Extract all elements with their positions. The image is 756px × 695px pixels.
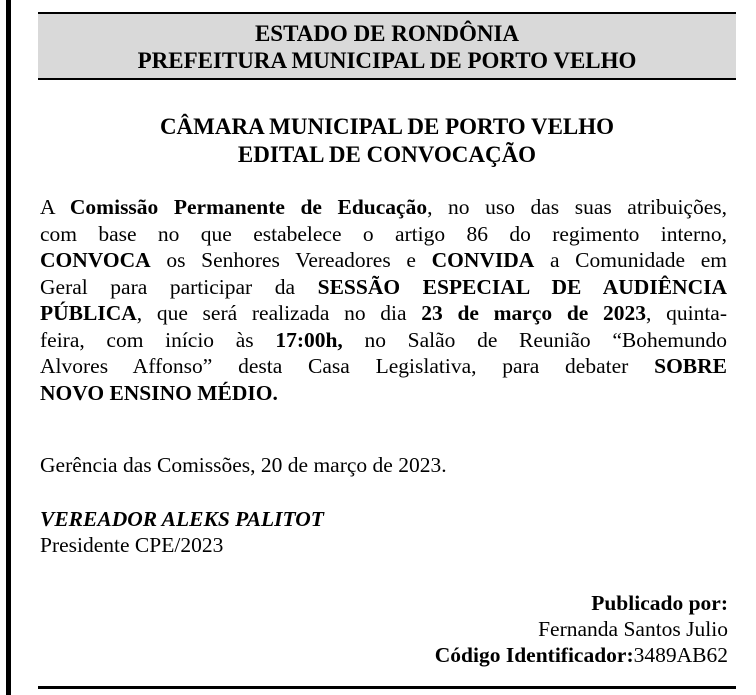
identifier-code-label: Código Identificador:: [434, 643, 634, 667]
session-title: SESSÃO ESPECIAL DE AUDIÊNCIA: [317, 274, 727, 299]
bottom-divider: [38, 686, 736, 689]
body-line-4: Geral para participar da SESSÃO ESPECIAL DE AUDIÊNCIA: [40, 274, 727, 299]
left-border-rule: [6, 0, 11, 695]
body-line-1: A Comissão Permanente de Educação, no uso das suas atribuições,: [40, 195, 727, 219]
body-line-3: CONVOCA os Senhores Vereadores e CONVIDA a Comunidade em: [40, 248, 727, 272]
body-line-6: feira, com início às 17:00h, no Salão de Reunião “Bohemundo: [40, 327, 727, 352]
session-date: 23 de março de 2023: [421, 301, 647, 325]
publication-block: [268, 590, 728, 668]
published-by-label: Publicado por:: [591, 591, 728, 615]
header-band: [38, 12, 736, 80]
state-name: ESTADO DE RONDÔNIA: [254, 21, 520, 46]
session-topic: NOVO ENSINO MÉDIO.: [40, 380, 278, 405]
commission-name: Comissão Permanente de Educação: [69, 195, 428, 219]
date-location-line: Gerência das Comissões, 20 de março de 2023.: [40, 453, 447, 477]
body-line-7: Alvores Affonso” desta Casa Legislativa, para debater SOBRE: [40, 354, 727, 378]
document-titles: [38, 113, 736, 169]
body-line-8: [40, 380, 727, 407]
session-time: 17:00h,: [275, 327, 343, 352]
body-line-2: com base no que estabelece o artigo 86 do regimento interno,: [40, 221, 727, 246]
chamber-title: CÂMARA MUNICIPAL DE PORTO VELHO: [159, 114, 615, 139]
signatory-name: VEREADOR ALEKS PALITOT: [40, 507, 324, 531]
document-type-title: EDITAL DE CONVOCAÇÃO: [237, 142, 537, 167]
identifier-code-value: 3489AB62: [633, 643, 728, 667]
identifier-code-line: [268, 642, 728, 668]
prefecture-name: PREFEITURA MUNICIPAL DE PORTO VELHO: [137, 48, 637, 73]
publisher-name: Fernanda Santos Julio: [538, 617, 728, 641]
convocation-body: [40, 194, 727, 406]
body-line-5: PÚBLICA, que será realizada no dia 23 de março de 2023, quinta-: [40, 301, 727, 325]
signatory-role: Presidente CPE/2023: [40, 533, 224, 557]
